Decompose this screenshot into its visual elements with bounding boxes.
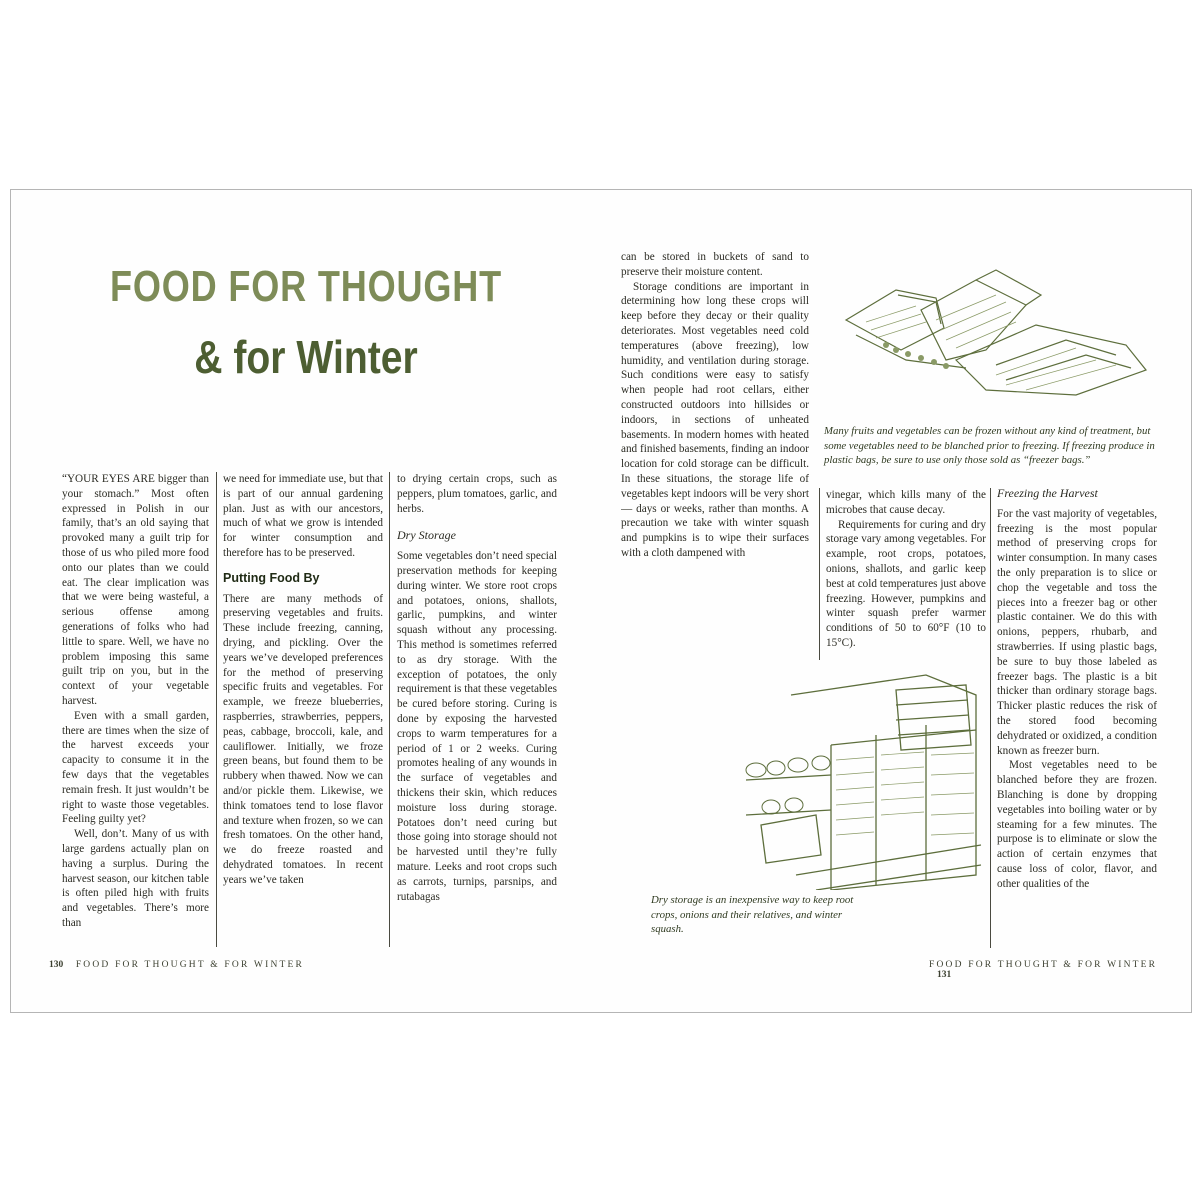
subhead-freezing-the-harvest: Freezing the Harvest	[997, 486, 1098, 500]
running-head-left: FOOD FOR THOUGHT & FOR WINTER	[75, 960, 305, 970]
paragraph: to drying certain crops, such as peppers, plum tomatoes, garlic, and herbs.	[397, 473, 557, 515]
chapter-title-line1: FOOD FOR THOUGHT	[110, 262, 502, 311]
left-column-1	[62, 472, 209, 950]
column-rule	[389, 472, 390, 947]
paragraph: Well, don’t. Many of us with large gardens actually plan on having a surplus. During the harvest season, our kitchen table is often piled high with fruits and vegetables. There’s more than	[62, 828, 209, 929]
freezer-bags-icon	[826, 250, 1161, 415]
paragraph: Most vegetables need to be blanched before they are frozen. Blanching is done by dropping vegetables into boiling water or by steaming for a few minutes. The purpose is to eliminate or slow the action of certain enzymes that cause loss of color, flavor, and other qualities of the	[997, 759, 1157, 890]
right-column-2	[826, 488, 986, 668]
footer-right	[929, 960, 1191, 980]
left-column-2	[223, 472, 383, 950]
column-rule	[819, 488, 820, 660]
storage-crates-icon	[736, 665, 991, 890]
paragraph: Storage conditions are important in determining how long these crops will keep before they decay or their quality deteriorates. Most vegetables need cold temperatures (above freezing), low humidity, and ventilation during storage. Such conditions were easy to satisfy when people had root cellars, either constructed outdoors into hillsides or indoors, in sections of unheated basements. In modern homes with heated and finished basements, finding an indoor location for cold storage can be difficult. In these situations, the storage life of vegetables kept indoors will be very short — days or weeks, rather than months. A precaution we take with winter squash and pumpkins is to wipe their surfaces with a cloth dampened with	[621, 280, 809, 559]
paragraph: There are many methods of preserving vegetables and fruits. These include freezing, canning, drying, and pickling. Over the years we’ve developed preferences for the method of preserving specific fruits and vegetables. For example, we freeze blueberries, raspberries, strawberries, peppers, peas, cabbage, broccoli, kale, and cauliflower. Initially, we froze green beans, but found them to be rubbery when thawed. Now we can and/or pickle them. Likewise, we think tomatoes tend to lose flavor and texture when frozen, so we can fresh tomatoes. On the other hand, we do freeze roasted and dehydrated tomatoes. In recent years we’ve taken	[223, 592, 383, 886]
caption-dry-storage: Dry storage is an inexpensive way to keep root crops, onions and their relatives, and winter squash.	[651, 894, 854, 935]
paragraph: Some vegetables don’t need special preservation methods for keeping during winter. We store root crops and potatoes, onions, shallots, garlic, pumpkins, and winter squash without any processing. This method is sometimes referred to as dry storage. With the exception of potatoes, the only requirement is that these vegetables be cured before storing. Curing is done by exposing the harvested crops to warm temperatures for a period of 1 or 2 weeks. Curing promotes healing of any wounds in the surface of vegetables and thickens their skin, which reduces moisture loss during storage. Potatoes don’t need curing but those going into storage should not be harvested until they’re fully mature. Leeks and root crops such as carrots, turnips, parsnips, and rutabagas	[397, 550, 557, 903]
paragraph: For the vast majority of vegetables, freezing is the most popular method of preserving crops for winter consumption. In many cases the only preparation is to slice or chop the vegetable and toss the pieces into a freezer bag or other plastic container. We do this with onions, peppers, rhubarb, and strawberries. If using plastic bags, be sure to buy those labeled as freezer bags. The plastic is a bit thicker than ordinary storage bags. Thicker plastic reduces the risk of the stored food becoming dehydrated or oxidized, a condition known as freezer burn.	[997, 507, 1157, 757]
paragraph: can be stored in buckets of sand to preserve their moisture content.	[621, 251, 809, 278]
right-column-1	[621, 250, 809, 670]
footer-left	[41, 960, 304, 970]
running-head-right: FOOD FOR THOUGHT & FOR WINTER	[929, 960, 1158, 970]
subhead-dry-storage: Dry Storage	[397, 528, 456, 543]
paragraph: we need for immediate use, but that is part of our annual gardening plan. Just as with our ancestors, much of what we grow is intended for winter consumption and therefore has to be preserved.	[223, 473, 383, 559]
chapter-title-line2: & for Winter	[194, 331, 418, 383]
right-column-3	[997, 486, 1157, 950]
column-rule	[216, 472, 217, 947]
paragraph: “YOUR EYES ARE bigger than your stomach.” Most often expressed in Polish in our family, that’s an old saying that provoked many a guilt trip for those of us who piled more food onto our plates than we could eat. The clear implication was that we were being wasteful, a serious offense among generations of folks who had little to spare. Well, we have no problem imposing this same guilt trip on you, but in the context of your vegetable harvest.	[62, 473, 209, 707]
book-spread	[10, 189, 1192, 1013]
page-number-right: 131	[937, 970, 952, 980]
left-column-3	[397, 472, 557, 950]
paragraph: Even with a small garden, there are times when the size of the harvest exceeds your capacity to consume it in the few days that the vegetables remain fresh. It just wouldn’t be right to waste those vegetables. Feeling guilty yet?	[62, 709, 209, 826]
paragraph: vinegar, which kills many of the microbes that cause decay.	[826, 489, 986, 516]
paragraph: Requirements for curing and dry storage vary among vegetables. For example, root crops, potatoes, onions, shallots, and garlic keep best at cold temperatures just above freezing. However, pumpkins and winter squash prefer warmer conditions of 50 to 60°F (10 to 15°C).	[826, 518, 986, 649]
caption-freezer-bags: Many fruits and vegetables can be frozen without any kind of treatment, but some vegetables need to be blanched prior to freezing. If freezing produce in plastic bags, be sure to use only those sold as “freezer bags.”	[824, 425, 1155, 466]
page-number-left: 130	[49, 960, 64, 970]
subhead-putting-food-by: Putting Food By	[223, 570, 320, 585]
